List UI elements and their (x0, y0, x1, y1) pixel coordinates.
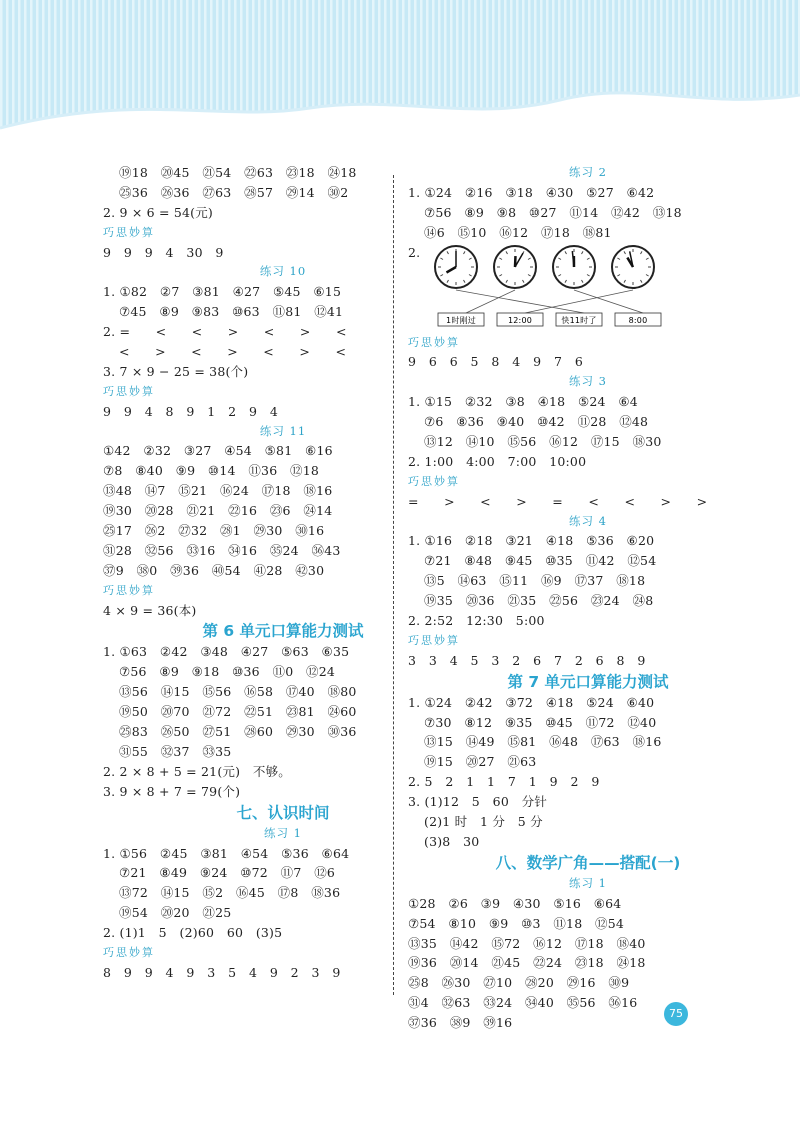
answer-line: 8 9 9 4 9 3 5 4 9 2 3 9 (103, 964, 341, 980)
matching-line (525, 290, 633, 313)
answer-line: ⑬35 ⑭42 ⑮72 ⑯12 ⑰18 ⑱40 (408, 935, 646, 951)
answer-line: 1. ①24 ②16 ③18 ④30 ⑤27 ⑥42 (408, 184, 655, 200)
answer-line: 3 3 4 5 3 2 6 7 2 6 8 9 (408, 652, 646, 668)
exercise-title: 练习 1 (264, 825, 302, 840)
answer-line: 2. 2:52 12:30 5:00 (408, 613, 545, 629)
answer-line: 2. 9 × 6 = 54(元) (103, 204, 214, 220)
answer-line: 1. ①56 ②45 ③81 ④54 ⑤36 ⑥64 (103, 845, 350, 861)
bonus-label: 巧思妙算 (103, 583, 155, 597)
exercise-title: 练习 10 (259, 264, 307, 279)
answer-line: ⑦56 ⑧9 ⑨8 ⑩27 ⑪14 ⑫42 ⑬18 (424, 204, 682, 220)
clock-icon (612, 246, 654, 288)
answer-line: ⑦21 ⑧48 ⑨45 ⑩35 ⑪42 ⑫54 (424, 553, 657, 569)
answer-line: ㊲9 ㊳0 ㊴36 ㊵54 ㊶28 ㊷30 (103, 562, 325, 578)
time-label: 快11时了 (561, 315, 597, 325)
answer-line: 1. ①24 ②42 ③72 ④18 ⑤24 ⑥40 (408, 694, 655, 710)
answer-line: ⑦8 ⑧40 ⑨9 ⑩14 ⑪36 ⑫18 (103, 463, 320, 479)
bonus-label: 巧思妙算 (103, 945, 155, 959)
answer-line: ㉕17 ㉖2 ㉗32 ㉘1 ㉙30 ㉚16 (103, 523, 325, 539)
answer-line: ①28 ②6 ③9 ④30 ⑤16 ⑥64 (408, 895, 622, 911)
exercise-title: 练习 11 (259, 423, 307, 438)
answer-line: ⑲36 ⑳14 ㉑45 ㉒24 ㉓18 ㉔18 (408, 955, 646, 971)
time-label: 12:00 (508, 315, 533, 325)
answer-line: ⑬56 ⑭15 ⑮56 ⑯58 ⑰40 ⑱80 (119, 684, 357, 700)
exercise-title: 练习 3 (569, 374, 607, 389)
bonus-label: 巧思妙算 (408, 474, 460, 488)
answer-line: ⑲50 ⑳70 ㉑72 ㉒51 ㉓81 ㉔60 (119, 704, 357, 720)
answer-line: ⑦45 ⑧9 ⑨83 ⑩63 ⑪81 ⑫41 (119, 304, 344, 320)
answer-line: ①42 ②32 ③27 ④54 ⑤81 ⑥16 (103, 443, 333, 459)
answer-line: 1. ①82 ②7 ③81 ④27 ⑤45 ⑥15 (103, 284, 342, 300)
bonus-label: 巧思妙算 (408, 633, 460, 647)
answer-line: 1. ①15 ②32 ③8 ④18 ⑤24 ⑥4 (408, 394, 638, 410)
bonus-label: 巧思妙算 (103, 384, 155, 398)
answer-line: (2)1 时 1 分 5 分 (424, 814, 543, 830)
section-heading: 八、数学广角——搭配(一) (495, 853, 681, 872)
answer-line: ⑬72 ⑭15 ⑮2 ⑯45 ⑰8 ⑱36 (119, 885, 341, 901)
answer-line: 9 9 4 8 9 1 2 9 4 (103, 403, 278, 419)
clock-matching-exercise (408, 243, 768, 333)
answer-line: 2. 5 2 1 1 7 1 9 2 9 (408, 774, 600, 790)
answer-line: ⑭6 ⑮10 ⑯12 ⑰18 ⑱81 (424, 224, 612, 240)
answer-line: ⑬5 ⑭63 ⑮11 ⑯9 ⑰37 ⑱18 (424, 573, 646, 589)
answer-line: ⑲35 ⑳36 ㉑35 ㉒56 ㉓24 ㉔8 (424, 593, 654, 609)
answer-line: 2. 1:00 4:00 7:00 10:00 (408, 453, 587, 469)
answer-line: 4 × 9 = 36(本) (103, 602, 197, 618)
section-heading: 七、认识时间 (236, 803, 330, 822)
time-label: 8:00 (628, 315, 648, 325)
answer-line: (3)8 30 (424, 833, 480, 849)
clock-faces (424, 243, 664, 331)
answer-line: 2. 2 × 8 + 5 = 21(元) 不够。 (103, 763, 291, 779)
exercise-title: 练习 4 (569, 513, 607, 528)
answer-line: = > < > = < < > > (408, 493, 708, 509)
answer-line: ㉕83 ㉖50 ㉗51 ㉘60 ㉙30 ㉚36 (119, 724, 357, 740)
matching-line (574, 290, 643, 313)
answer-line: ㉛55 ㉜37 ㉝35 (119, 743, 232, 759)
answer-line: 2. (1)1 5 (2)60 60 (3)5 (103, 925, 283, 941)
answer-line: 3. (1)12 5 60 分针 (408, 794, 548, 810)
answer-line: < > < > < > < (119, 344, 347, 360)
answer-line: ㉛4 ㉜63 ㉝24 ㉞40 ㉟56 ㊱16 (408, 995, 638, 1011)
bonus-label: 巧思妙算 (103, 225, 155, 239)
answer-line: ⑦6 ⑧36 ⑨40 ⑩42 ⑪28 ⑫48 (424, 414, 649, 430)
answer-line: ⑲30 ⑳28 ㉑21 ㉒16 ㉓6 ㉔14 (103, 503, 333, 519)
matching-line (456, 290, 584, 313)
answer-line: ㊲36 ㊳9 ㊴16 (408, 1015, 513, 1031)
exercise-title: 练习 2 (569, 165, 607, 179)
section-heading: 第 6 单元口算能力测试 (202, 622, 364, 641)
answer-line: 2. = < < > < > < (103, 324, 347, 340)
clock-icon (553, 246, 595, 288)
answer-line: ㉕8 ㉖30 ㉗10 ㉘20 ㉙16 ㉚9 (408, 975, 630, 991)
answer-line: ⑦21 ⑧49 ⑨24 ⑩72 ⑪7 ⑫6 (119, 865, 336, 881)
answer-line: 1. ①63 ②42 ③48 ④27 ⑤63 ⑥35 (103, 644, 350, 660)
answer-line: ⑦54 ⑧10 ⑨9 ⑩3 ⑪18 ⑫54 (408, 915, 625, 931)
answer-line: 1. ①16 ②18 ③21 ④18 ⑤36 ⑥20 (408, 533, 655, 549)
answer-line: ⑲18 ⑳45 ㉑54 ㉒63 ㉓18 ㉔18 (119, 165, 357, 180)
exercise-title: 练习 1 (569, 875, 607, 890)
answer-line: ⑦30 ⑧12 ⑨35 ⑩45 ⑪72 ⑫40 (424, 714, 657, 730)
question-number: 2. (408, 244, 421, 260)
answer-line: ⑬15 ⑭49 ⑮81 ⑯48 ⑰63 ⑱16 (424, 734, 662, 750)
answer-line: ⑦56 ⑧9 ⑨18 ⑩36 ⑪0 ⑫24 (119, 664, 336, 680)
clock-icon (435, 246, 477, 288)
answer-line: 3. 9 × 8 + 7 = 79(个) (103, 783, 241, 799)
answer-line: ⑬48 ⑭7 ⑮21 ⑯24 ⑰18 ⑱16 (103, 483, 333, 499)
time-label: 1时刚过 (446, 315, 477, 325)
answer-line: ㉕36 ㉖36 ㉗63 ㉘57 ㉙14 ㉚2 (119, 184, 349, 200)
answer-line: ⑲54 ⑳20 ㉑25 (119, 905, 232, 921)
section-heading: 第 7 单元口算能力测试 (507, 672, 669, 691)
header-banner (0, 0, 800, 135)
right-column (408, 163, 768, 1033)
bonus-label: 巧思妙算 (408, 335, 460, 349)
answer-line: ㉛28 ㉜56 ㉝16 ㉞16 ㉟24 ㊱43 (103, 542, 341, 558)
answer-line: 3. 7 × 9 − 25 = 38(个) (103, 363, 249, 379)
page-number: 75 (664, 1002, 688, 1026)
answer-line: ⑲15 ⑳27 ㉑63 (424, 754, 537, 770)
answer-line: 9 6 6 5 8 4 9 7 6 (408, 354, 583, 370)
clock-icon (494, 246, 536, 288)
answer-line: 9 9 9 4 30 9 (103, 244, 224, 260)
answer-line: ⑬12 ⑭10 ⑮56 ⑯12 ⑰15 ⑱30 (424, 434, 662, 450)
